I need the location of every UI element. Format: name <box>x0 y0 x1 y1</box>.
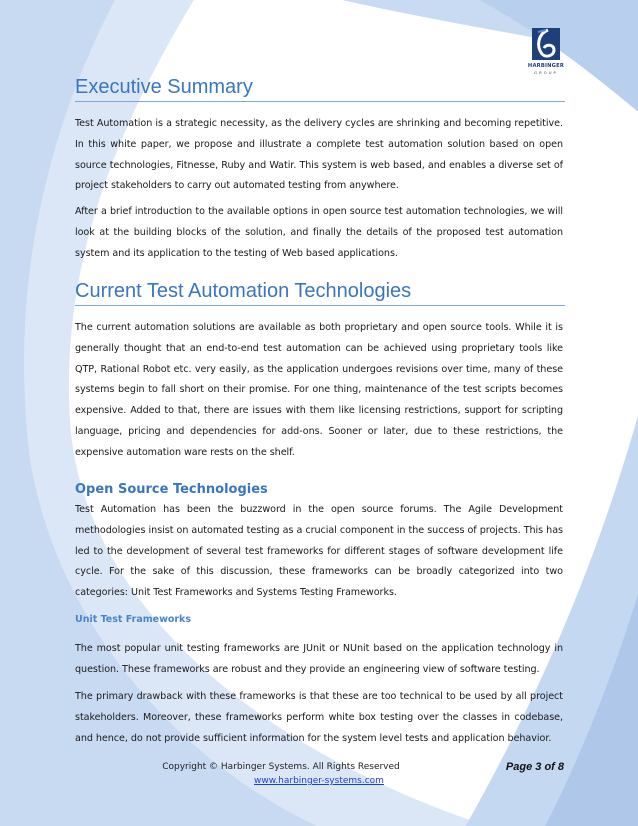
harbinger-logo-icon <box>526 26 566 62</box>
executive-summary-paragraph-2: After a brief introduction to the available options in open source test automation technologies, we will look at the building blocks of the solution, and finally the details of the proposed test automation system and its application to the testing of Web based applications. <box>75 206 563 259</box>
open-source-paragraph: Test Automation has been the buzzword in the open source forums. The Agile Development methodologies insist on automated testing as a crucial component in the success of projects. This has led to the development of several test frameworks for different stages of software development life cycle. For the sake of this discussion, these frameworks can be broadly categorized into two categories: Unit Test Frameworks and Systems Testing Frameworks. <box>75 504 563 599</box>
current-tech-heading: Current Test Automation Technologies <box>75 280 412 302</box>
footer-website-link[interactable]: www.harbinger-systems.com <box>254 776 384 786</box>
executive-summary-heading: Executive Summary <box>75 76 253 98</box>
heading-rule <box>75 101 565 102</box>
unit-test-heading: Unit Test Frameworks <box>75 614 192 625</box>
executive-summary-paragraph-1: Test Automation is a strategic necessity, as the delivery cycles are shrinking and becoming repetitive. In this white paper, we propose and illustrate a complete test automation solution based on open source technologies, Fitnesse, Ruby and Watir. This system is web based, and enables a diverse set of project stakeholders to carry out automated testing from anywhere. <box>75 118 563 192</box>
harbinger-logo <box>526 26 566 76</box>
current-tech-paragraph: The current automation solutions are available as both proprietary and open source tools. While it is generally thought that an end-to-end test automation can be achieved using proprietary tools like QTP, Rational Robot etc. very easily, as the application undergoes revisions over time, many of these systems begin to fall short on their promise. For one thing, maintenance of the test scripts becomes expensive. Added to that, there are issues with them like licensing restrictions, support for scripting language, pricing and dependencies for add-ons. Sooner or later, due to these restrictions, the expensive automation ware rests on the shelf. <box>75 322 563 458</box>
unit-test-paragraph-1: The most popular unit testing frameworks are JUnit or NUnit based on the application technology in question. These frameworks are robust and they provide an engineering view of software testing. <box>75 643 563 675</box>
unit-test-paragraph-2: The primary drawback with these frameworks is that these are too technical to be used by all project stakeholders. Moreover, these frameworks perform white box testing over the classes in codebase, and hence, do not provide sufficient information for the system level tests and application behavior. <box>75 691 563 744</box>
footer-copyright-text: Copyright © Harbinger Systems. All Rights Reserved <box>162 762 400 772</box>
open-source-heading: Open Source Technologies <box>75 482 268 497</box>
footer-page-number: Page 3 of 8 <box>505 761 564 773</box>
logo-brand-text: HARBINGER <box>527 63 565 69</box>
logo-group-text: GROUP <box>534 70 558 75</box>
heading-rule <box>75 305 565 306</box>
